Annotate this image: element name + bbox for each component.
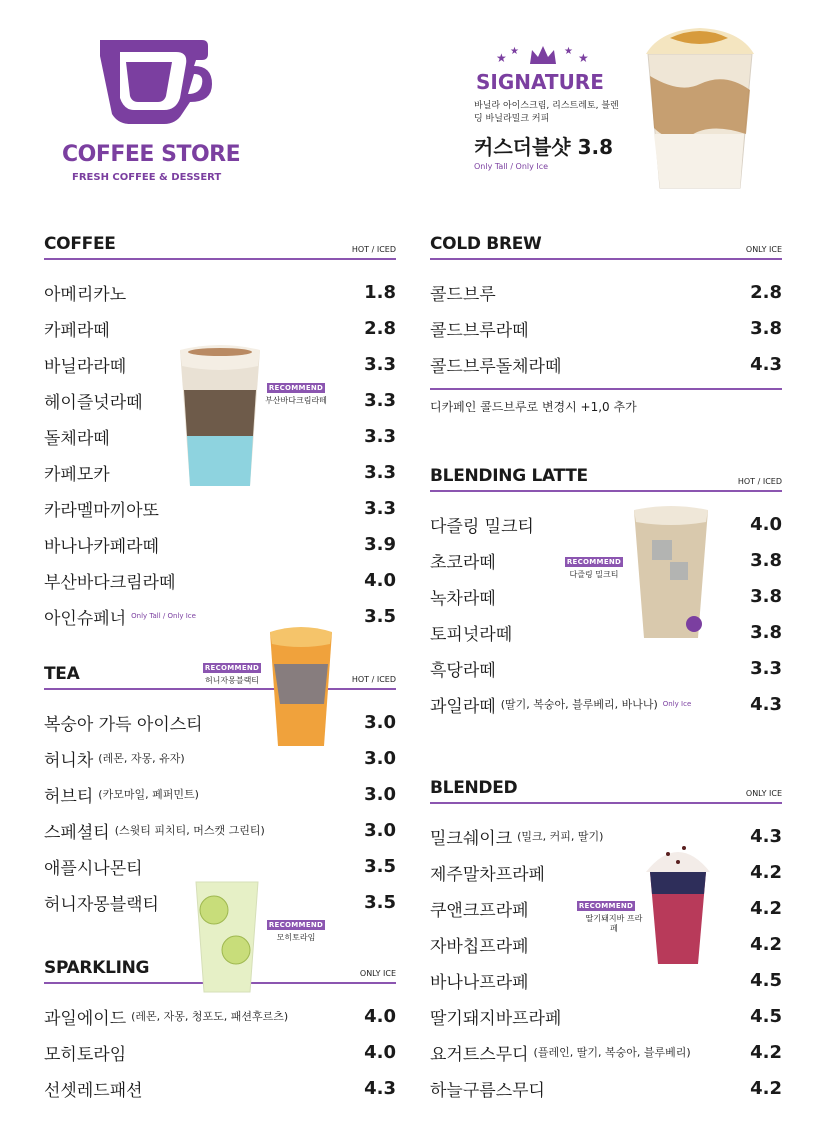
sparkling-title: SPARKLING	[44, 958, 150, 978]
item-price: 4.3	[750, 825, 782, 847]
blended-divider	[430, 802, 782, 804]
item-name: 바닐라라떼	[44, 356, 127, 377]
item-name-text: 허니차	[44, 750, 94, 771]
item-name-text: 과일라떼	[430, 696, 496, 717]
item-price: 2.8	[364, 317, 396, 339]
blending-latte-tag: HOT / ICED	[737, 477, 782, 486]
item-price: 1.8	[364, 281, 396, 303]
signature-note: Only Tall / Only Ice	[474, 162, 549, 171]
item-name: 애플시나몬티	[44, 858, 143, 879]
menu-item	[430, 346, 782, 382]
item-sub: (스윗티 피치티, 머스캣 그린티)	[114, 824, 265, 837]
tea-drink-image	[266, 624, 336, 754]
menu-item	[430, 614, 782, 650]
item-price: 3.5	[364, 605, 396, 627]
menu-item	[44, 526, 396, 562]
item-price: 4.0	[364, 1005, 396, 1027]
tea-divider	[44, 688, 396, 690]
item-name: 카라멜마끼아또	[44, 500, 159, 521]
blending-latte-drink-image	[630, 504, 712, 646]
menu-item	[44, 812, 396, 848]
item-price: 3.0	[364, 747, 396, 769]
item-name: 딸기돼지바프라페	[430, 1008, 562, 1029]
sparkling-recommend	[258, 912, 334, 943]
item-price: 4.2	[750, 897, 782, 919]
item-name: 토피넛라떼	[430, 624, 513, 645]
item-name-text: 요거트스무디	[430, 1044, 529, 1065]
item-name	[430, 1040, 691, 1065]
item-name: 자바칩프라페	[430, 936, 529, 957]
recommend-badge: RECOMMEND	[204, 664, 260, 672]
item-price: 3.0	[364, 783, 396, 805]
blending-latte-recommend	[556, 549, 632, 580]
coffee-drink-image	[176, 344, 264, 494]
item-sub: (레몬, 자몽, 유자)	[98, 752, 185, 765]
item-name: 카페모카	[44, 464, 110, 485]
menu-item	[430, 962, 782, 998]
menu-item	[430, 1070, 782, 1106]
item-name: 쿠앤크프라페	[430, 900, 529, 921]
item-price: 4.3	[750, 693, 782, 715]
item-name: 콜드브루돌체라떼	[430, 356, 562, 377]
svg-text:★: ★	[564, 46, 573, 57]
menu-item	[44, 490, 396, 526]
item-name-text: 밀크쉐이크	[430, 828, 513, 849]
item-price: 4.2	[750, 861, 782, 883]
item-name	[430, 692, 691, 717]
item-price: 3.8	[750, 317, 782, 339]
blending-latte-section	[430, 466, 782, 722]
menu-item	[430, 686, 782, 722]
item-name: 녹차라떼	[430, 588, 496, 609]
item-sub: (카모마일, 페퍼민트)	[98, 788, 199, 801]
menu-item	[44, 776, 396, 812]
item-name: 콜드브루	[430, 284, 496, 305]
recommend-badge: RECOMMEND	[578, 902, 634, 910]
item-price: 4.3	[364, 1077, 396, 1099]
cold-brew-bottom-divider	[430, 388, 782, 390]
menu-item	[430, 578, 782, 614]
coffee-title: COFFEE	[44, 234, 116, 254]
menu-item	[44, 1070, 396, 1106]
item-price: 3.0	[364, 711, 396, 733]
sparkling-tag: ONLY ICE	[359, 969, 396, 978]
item-price: 4.5	[750, 1005, 782, 1027]
coffee-recommend	[258, 375, 334, 406]
recommend-badge: RECOMMEND	[566, 558, 622, 566]
menu-item	[44, 740, 396, 776]
item-price: 4.2	[750, 1077, 782, 1099]
brand-logo	[96, 36, 212, 132]
item-price: 4.0	[364, 1041, 396, 1063]
item-name	[44, 782, 199, 807]
item-name-text: 허브티	[44, 786, 94, 807]
item-name: 콜드브루라떼	[430, 320, 529, 341]
item-price: 3.8	[750, 621, 782, 643]
item-name-text: 아인슈페너	[44, 608, 127, 629]
sparkling-drink-image	[192, 876, 262, 1000]
recommend-item: 모히토라임	[276, 933, 316, 942]
item-price: 3.5	[364, 855, 396, 877]
brand-name: COFFEE STORE	[62, 142, 241, 167]
item-name: 부산바다크림라떼	[44, 572, 176, 593]
menu-item	[44, 704, 396, 740]
item-name	[430, 824, 603, 849]
menu-item	[430, 854, 782, 890]
svg-text:★: ★	[510, 46, 519, 57]
item-price: 3.3	[750, 657, 782, 679]
item-name: 초코라떼	[430, 552, 496, 573]
item-name: 흑당라떼	[430, 660, 496, 681]
item-name-text: 과일에이드	[44, 1008, 127, 1029]
item-name: 돌체라떼	[44, 428, 110, 449]
item-name: 바나나카페라떼	[44, 536, 159, 557]
menu-item	[44, 1034, 396, 1070]
item-name	[44, 746, 185, 771]
item-price: 3.3	[364, 353, 396, 375]
item-name: 모히토라임	[44, 1044, 127, 1065]
item-name: 바나나프라페	[430, 972, 529, 993]
item-sub: (레몬, 자몽, 청포도, 패션후르츠)	[131, 1010, 289, 1023]
menu-item	[430, 310, 782, 346]
decaf-note: 디카페인 콜드브루로 변경시 +1,0 추가	[430, 400, 637, 414]
item-name: 복숭아 가득 아이스티	[44, 714, 203, 735]
item-name: 헤이즐넛라떼	[44, 392, 143, 413]
menu-item	[44, 598, 396, 634]
blended-drink-image	[644, 824, 712, 972]
item-sub: (딸기, 복숭아, 블루베리, 바나나)	[500, 698, 658, 711]
item-name	[44, 1004, 288, 1029]
item-name	[44, 604, 196, 629]
item-price: 3.0	[364, 819, 396, 841]
signature-title: SIGNATURE	[476, 70, 604, 94]
svg-text:★: ★	[496, 51, 507, 65]
item-price: 4.3	[750, 353, 782, 375]
cold-brew-section	[430, 234, 782, 415]
blended-section	[430, 778, 782, 1106]
item-price: 3.8	[750, 549, 782, 571]
blended-title: BLENDED	[430, 778, 518, 798]
item-sub: (플레인, 딸기, 복숭아, 블루베리)	[533, 1046, 691, 1059]
item-price: 3.3	[364, 389, 396, 411]
item-price: 4.0	[364, 569, 396, 591]
menu-item	[44, 310, 396, 346]
menu-item	[430, 274, 782, 310]
brand-tagline: FRESH COFFEE & DESSERT	[72, 172, 222, 183]
blending-latte-title: BLENDING LATTE	[430, 466, 588, 486]
item-note: Only Tall / Only Ice	[131, 612, 196, 620]
item-name: 다즐링 밀크티	[430, 516, 534, 537]
item-price: 4.5	[750, 969, 782, 991]
menu-item	[44, 998, 396, 1034]
tea-recommend	[194, 655, 270, 686]
cold-brew-divider	[430, 258, 782, 260]
menu-item	[430, 818, 782, 854]
tea-title: TEA	[44, 664, 80, 684]
item-note: Only Ice	[662, 700, 692, 708]
menu-item	[430, 1034, 782, 1070]
item-price: 3.9	[364, 533, 396, 555]
menu-item	[44, 562, 396, 598]
signature-drink-image	[640, 24, 760, 196]
recommend-badge: RECOMMEND	[268, 384, 324, 392]
blended-tag: ONLY ICE	[745, 789, 782, 798]
coffee-divider	[44, 258, 396, 260]
crown-stars-icon	[488, 42, 598, 72]
item-name: 카페라떼	[44, 320, 110, 341]
item-name-text: 스페셜티	[44, 822, 110, 843]
item-price: 3.3	[364, 461, 396, 483]
cold-brew-tag: ONLY ICE	[745, 245, 782, 254]
svg-text:★: ★	[578, 51, 589, 65]
item-name	[44, 818, 265, 843]
item-price: 3.3	[364, 497, 396, 519]
recommend-item: 부산바다크림라떼	[265, 396, 327, 405]
menu-item	[430, 506, 782, 542]
item-price: 3.3	[364, 425, 396, 447]
item-name: 선셋레드패션	[44, 1080, 143, 1101]
recommend-item: 딸기돼지바 프라페	[585, 914, 643, 933]
item-name: 하늘구름스무디	[430, 1080, 545, 1101]
coffee-tag: HOT / ICED	[351, 245, 396, 254]
menu-item	[44, 274, 396, 310]
recommend-item: 다즐링 밀크티	[569, 570, 619, 579]
item-sub: (밀크, 커피, 딸기)	[517, 830, 604, 843]
item-price: 2.8	[750, 281, 782, 303]
coffee-cup-icon	[96, 36, 212, 128]
item-price: 3.8	[750, 585, 782, 607]
item-name: 아메리카노	[44, 284, 127, 305]
item-name: 제주말차프라페	[430, 864, 545, 885]
tea-tag: HOT / ICED	[351, 675, 396, 684]
recommend-badge: RECOMMEND	[268, 921, 324, 929]
menu-item	[430, 998, 782, 1034]
cold-brew-title: COLD BREW	[430, 234, 542, 254]
item-price: 4.2	[750, 933, 782, 955]
recommend-item: 허니자몽블랙티	[204, 676, 260, 685]
signature-item: 커스더블샷 3.8	[474, 135, 613, 159]
item-name: 허니자몽블랙티	[44, 894, 159, 915]
item-price: 4.2	[750, 1041, 782, 1063]
item-price: 3.5	[364, 891, 396, 913]
menu-item	[430, 650, 782, 686]
item-price: 4.0	[750, 513, 782, 535]
signature-description: 바닐라 아이스크림, 리스트레토, 블렌딩 바닐라밀크 커피	[474, 101, 619, 124]
blending-latte-divider	[430, 490, 782, 492]
blended-recommend	[568, 893, 644, 934]
